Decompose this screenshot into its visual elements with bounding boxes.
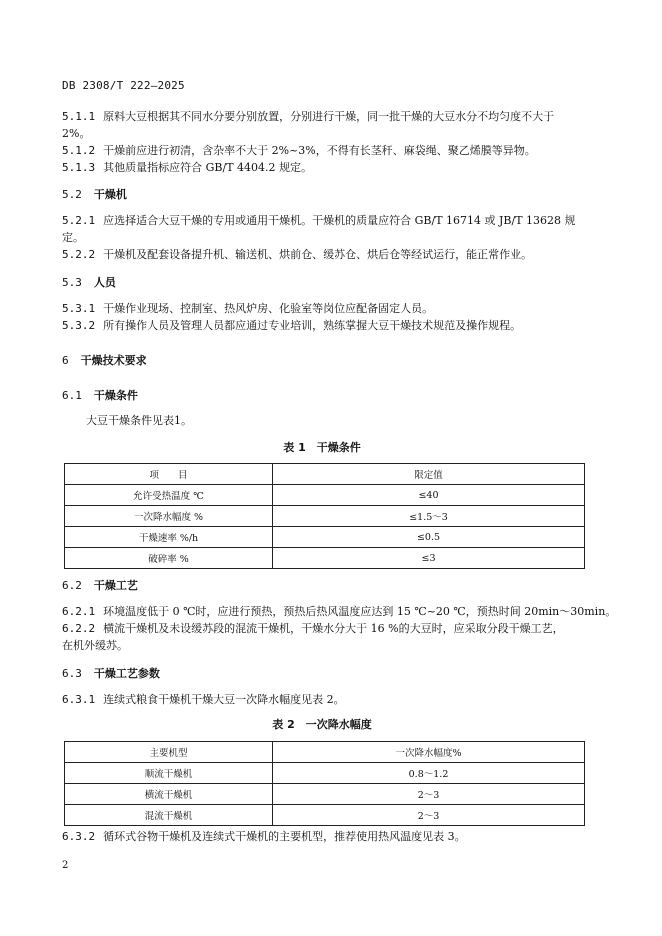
heading-text: 干燥工艺: [93, 579, 138, 592]
table-row: [65, 548, 585, 569]
table-header-cell: 限定值: [273, 464, 585, 485]
section-intro: 大豆干燥条件见表1。: [86, 414, 192, 427]
heading-number: 6.2: [62, 579, 82, 592]
table-cell: 一次降水幅度 %: [65, 506, 273, 527]
clause-text: 应选择适合大豆干燥的专用或通用干燥机。干燥机的质量应符合 GB/T 16714 或 JB/T 13628 规: [103, 214, 576, 227]
heading-text: 干燥条件: [93, 389, 138, 402]
table-header-cell: 项 目: [65, 464, 273, 485]
table-header-cell: 主要机型: [65, 742, 273, 763]
clause-number: 6.2.2: [62, 622, 96, 635]
table-cell: ≤1.5～3: [273, 506, 585, 527]
section-heading-5-3: [62, 274, 116, 290]
table-row: [65, 506, 585, 527]
table-cell: 干燥速率 %/h: [65, 527, 273, 548]
table-row: [65, 763, 585, 784]
clause-text: 循环式谷物干燥机及连续式干燥机的主要机型，推荐使用热风温度见表 3。: [103, 830, 466, 843]
section-heading-6-3: [62, 665, 160, 681]
clause-5-1-1: [62, 108, 554, 124]
clause-6-3-2: [62, 828, 466, 844]
heading-number: 6: [62, 354, 69, 367]
clause-number: 5.1.2: [62, 144, 96, 157]
clause-number: 5.1.3: [62, 161, 96, 174]
table-cell: 破碎率 %: [65, 548, 273, 569]
table-cell: 顺流干燥机: [65, 763, 273, 784]
heading-text: 干燥机: [93, 188, 127, 201]
clause-5-2-2: [62, 246, 532, 262]
clause-number: 6.3.1: [62, 693, 96, 706]
clause-5-2-1: [62, 212, 576, 228]
document-code: DB 2308/T 222—2025: [62, 79, 185, 92]
clause-number: 5.2.2: [62, 248, 96, 261]
heading-number: 6.3: [62, 667, 82, 680]
table-cell: 2～3: [273, 784, 585, 805]
clause-number: 5.3.1: [62, 302, 96, 315]
clause-6-3-1: [62, 691, 345, 707]
heading-number: 5.2: [62, 188, 82, 201]
table-cell: 2～3: [273, 805, 585, 826]
table-cell: 横流干燥机: [65, 784, 273, 805]
clause-6-2-1: [62, 603, 616, 619]
section-heading-6-1: [62, 387, 138, 403]
table-header-row: [65, 742, 585, 763]
clause-text: 干燥机及配套设备提升机、输送机、烘前仓、缓苏仓、烘后仓等经试运行，能正常作业。: [103, 248, 533, 261]
table-2-caption: 表 2 一次降水幅度: [272, 718, 372, 731]
section-heading-5-2: [62, 186, 127, 202]
table-header-row: [65, 464, 585, 485]
clause-number: 5.2.1: [62, 214, 96, 227]
clause-text: 连续式粮食干燥机干燥大豆一次降水幅度见表 2。: [103, 693, 345, 706]
clause-6-2-2: [62, 620, 564, 636]
table-row: [65, 527, 585, 548]
clause-text: 其他质量指标应符合 GB/T 4404.2 规定。: [103, 161, 313, 174]
table-1-caption: 表 1 干燥条件: [283, 441, 361, 454]
heading-text: 人员: [93, 276, 116, 289]
clause-text: 横流干燥机及未设缓苏段的混流干燥机，干燥水分大于 16 %的大豆时，应采取分段干燥工艺，: [103, 622, 564, 635]
table-cell: 允许受热温度 ℃: [65, 485, 273, 506]
page-number: 2: [62, 860, 69, 871]
clause-text: 原料大豆根据其不同水分要分别放置，分别进行干燥，同一批干燥的大豆水分不均匀度不大于: [103, 110, 555, 123]
heading-number: 5.3: [62, 276, 82, 289]
clause-5-3-1: [62, 300, 433, 316]
table-cell: ≤0.5: [273, 527, 585, 548]
table-cell: ≤40: [273, 485, 585, 506]
clause-text: 所有操作人员及管理人员都应通过专业培训，熟练掌握大豆干燥技术规范及操作规程。: [103, 319, 522, 332]
heading-text: 干燥技术要求: [80, 354, 147, 367]
heading-text: 干燥工艺参数: [93, 667, 160, 680]
clause-5-3-2: [62, 317, 521, 333]
clause-5-1-3: [62, 159, 312, 175]
clause-text: 环境温度低于 0 ℃时，应进行预热，预热后热风温度应达到 15 ℃~20 ℃，预热时间 20min～30min。: [103, 605, 617, 618]
clause-number: 6.2.1: [62, 605, 96, 618]
table-cell: 0.8～1.2: [273, 763, 585, 784]
clause-number: 6.3.2: [62, 830, 96, 843]
table-header-cell: 一次降水幅度%: [273, 742, 585, 763]
table-1-drying-conditions: [64, 463, 585, 569]
clause-5-2-1-continued: 定。: [62, 231, 84, 244]
table-cell: ≤3: [273, 548, 585, 569]
table-row: [65, 805, 585, 826]
clause-text: 干燥前应进行初清，含杂率不大于 2%~3%，不得有长茎秆、麻袋绳、聚乙烯膜等异物。: [103, 144, 536, 157]
table-2-moisture-reduction: [64, 741, 585, 826]
clause-6-2-2-continued: 在机外缓苏。: [62, 639, 128, 652]
chapter-heading-6: [62, 352, 147, 368]
clause-number: 5.1.1: [62, 110, 96, 123]
section-heading-6-2: [62, 577, 138, 593]
table-row: [65, 784, 585, 805]
clause-5-1-2: [62, 142, 536, 158]
table-row: [65, 485, 585, 506]
clause-text: 干燥作业现场、控制室、热风炉房、化验室等岗位应配备固定人员。: [103, 302, 434, 315]
table-cell: 混流干燥机: [65, 805, 273, 826]
clause-5-1-1-continued: 2%。: [62, 127, 91, 140]
heading-number: 6.1: [62, 389, 82, 402]
clause-number: 5.3.2: [62, 319, 96, 332]
